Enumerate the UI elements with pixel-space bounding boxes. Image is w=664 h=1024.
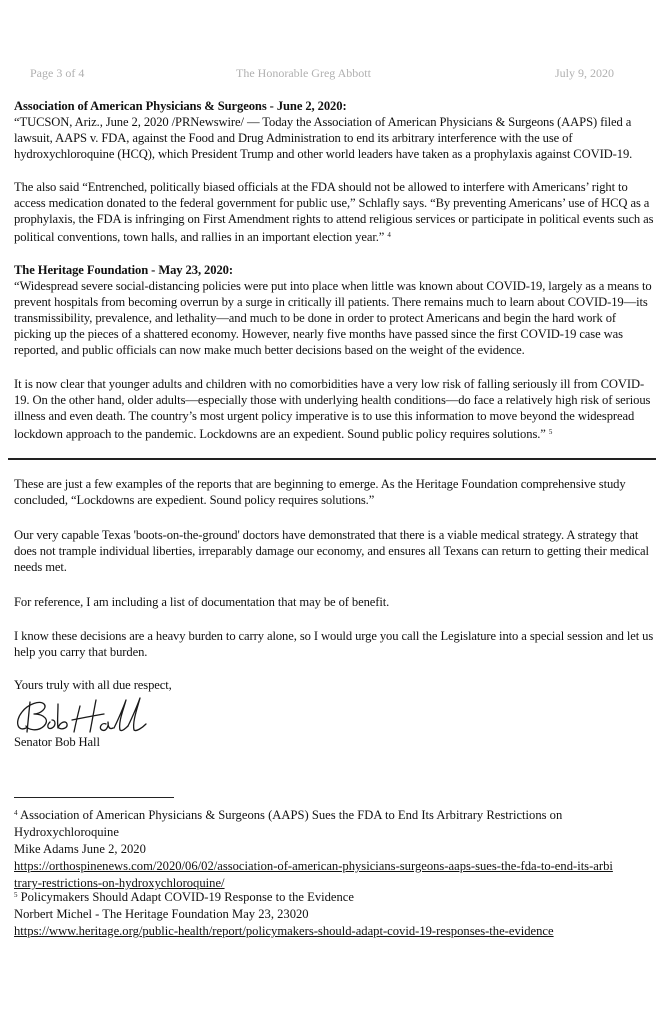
body-paragraph-4: I know these decisions are a heavy burden to carry alone, so I would urge you call the Legislature into a special session and let us help you carry that burden. [14,629,654,659]
handwritten-signature [14,692,154,738]
footnote-5-number: 5 [14,891,18,899]
footnote-5-title-text: Policymakers Should Adapt COVID-19 Response to the Evidence [20,890,354,904]
aaps-heading: Association of American Physicians & Surgeons - June 2, 2020: [14,99,347,113]
closing: Yours truly with all due respect, [14,678,172,692]
footnote-divider [14,797,174,798]
body-paragraph-3: For reference, I am including a list of documentation that may be of benefit. [14,595,390,609]
footnote-5-byline: Norbert Michel - The Heritage Foundation May 23, 23020 [14,907,309,921]
heritage-paragraph-2-text: It is now clear that younger adults and children with no comorbidities have a very low risk of falling seriously ill from COVID-19. On the other hand, older adults—especially those with underlying health conditions—do face a relatively high risk of serious illness and even death. The country’s most urgent policy imperative is to use this information to move beyond the widespread lockdown approach to the pandemic. Lockdowns are an expedient. Sound public policy requires solutions.” [14,377,651,441]
footnote-4-title-text: Association of American Physicians & Surgeons (AAPS) Sues the FDA to End Its Arbitrary Restrictions on Hydroxychloroquine [14,808,563,839]
body-paragraph-2: Our very capable Texas 'boots-on-the-ground' doctors have demonstrated that there is a viable medical strategy. A strategy that does not trample individual liberties, irreparably damage our economy, and ensures all Texans can return to getting their medical needs met. [14,528,649,574]
header-recipient: The Honorable Greg Abbott [236,66,371,80]
footnote-5-link[interactable]: https://www.heritage.org/public-health/report/policymakers-should-adapt-covid-19-responses-the-evidence [14,924,554,938]
footnote-4 [14,805,654,892]
aaps-paragraph-2-text: The also said “Entrenched, politically biased officials at the FDA should not be allowed to interfere with Americans’ right to access medication donated to the federal government for public use,” Schlafly says. “By preventing Americans’ use of HCQ as a prophylaxis, the FDA is infringing on First Amendment rights to attend religious services or participate in political events such as political conventions, town halls, and rallies in an important election year.” [14,180,654,244]
footnote-4-byline: Mike Adams June 2, 2020 [14,842,146,856]
footnote-5 [14,887,654,940]
section-divider [8,458,656,460]
body-paragraph-1: These are just a few examples of the reports that are beginning to emerge. As the Heritage Foundation comprehensive study concluded, “Lockdowns are expedient. Sound policy requires solutions.” [14,477,626,507]
footnote-ref-4: 4 [387,231,391,239]
aaps-paragraph-1: “TUCSON, Ariz., June 2, 2020 /PRNewswire/ — Today the Association of American Physicians & Surgeons (AAPS) filed a lawsuit, AAPS v. FDA, against the Food and Drug Administration to end its arbitrary interference with the use of hydroxychloroquine (HCQ), which President Trump and other world leaders have taken as a prophylaxis against COVID-19. [14,115,633,161]
footnote-4-number: 4 [14,809,18,817]
signer-name: Senator Bob Hall [14,735,100,749]
footnote-5-title [14,887,654,906]
header-date: July 9, 2020 [555,66,615,80]
page-number: Page 3 of 4 [30,66,85,80]
heritage-heading: The Heritage Foundation - May 23, 2020: [14,263,233,277]
heritage-paragraph-2 [14,376,654,442]
heritage-paragraph-1: “Widespread severe social-distancing policies were put into place when little was known about COVID-19, largely as a means to prevent hospitals from becoming overrun by a surge in critically ill patients. There remains much to learn about COVID-19—its transmissibility, prevalence, and lethality—and much to be done in order to protect Americans and begin the hard work of picking up the pieces of a shattered economy. However, nearly five months have passed since the first COVID-19 case was reported, and public officials can now make much better decisions based on the weight of the evidence. [14,279,652,357]
aaps-paragraph-2 [14,179,654,245]
footnote-4-link[interactable]: https://orthospinenews.com/2020/06/02/association-of-american-physicians-surgeons-aaps-sues-the-fda-to-end-its-arbitrary-restrictions-on-hydroxychloroquine/ [14,859,613,890]
footnote-4-title [14,805,654,841]
footnote-ref-5: 5 [548,428,553,436]
